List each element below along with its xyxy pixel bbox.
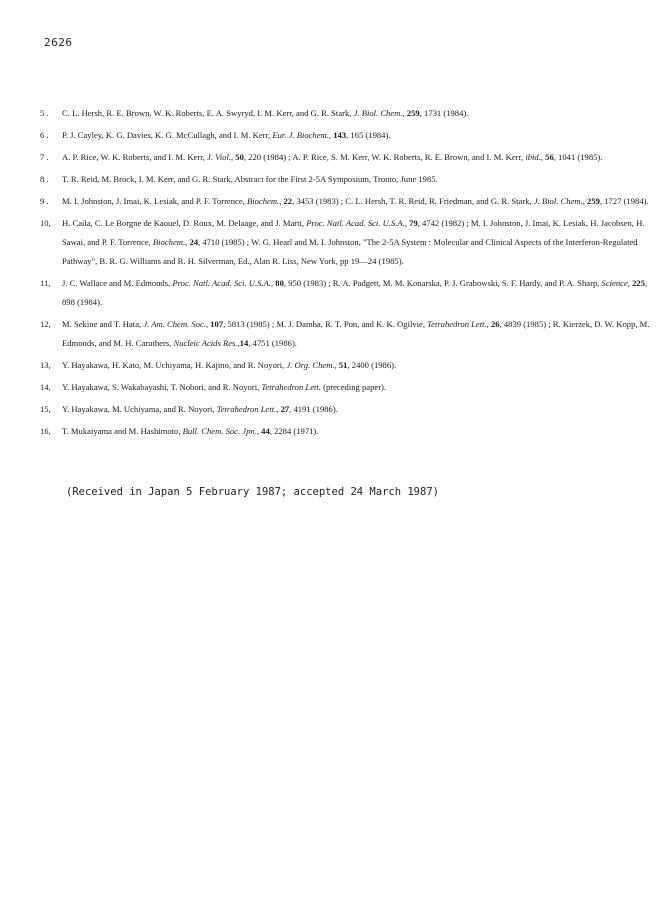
reference-text — [62, 130, 391, 140]
reference-segment: , 2400 (1986). — [347, 360, 397, 370]
reference-segment: C. L. Hersh, R. E. Brown, W. K. Roberts, E. A. Swyryd, I. M. Kerr, and G. R. Stark, — [62, 108, 354, 118]
journal-name: J. Org. Chem. — [286, 360, 335, 370]
journal-name: Eur. J. Biochem. — [272, 130, 329, 140]
volume-number: 50 — [235, 152, 244, 162]
reference-segment: , 1041 (1985). — [553, 152, 603, 162]
reference-segment: , — [230, 152, 236, 162]
journal-name: Tetrahedron Lett. — [216, 404, 277, 414]
journal-name: J. Am. Chem. Soc. — [143, 319, 206, 329]
reference-item — [40, 148, 660, 167]
reference-number: 12, — [40, 319, 51, 329]
reference-number: 13, — [40, 360, 51, 370]
reference-segment: , — [402, 108, 407, 118]
reference-segment: T. R. Reid, M. Brock, I. M. Kerr, and G. R. Stark, Abstract for the First 2-5A Symposium, Tronto, June 1985. — [62, 174, 438, 184]
reference-segment: , — [627, 278, 633, 288]
reference-text — [62, 360, 396, 370]
volume-number: 80 — [275, 278, 284, 288]
reference-segment: , 3453 (1983) ; C. L. Hersh, T. R. Reid, R. Friedman, and G. R. Stark, — [292, 196, 534, 206]
reference-item — [40, 274, 660, 312]
reference-number: 11, — [40, 278, 51, 288]
reference-number: 10, — [40, 218, 51, 228]
volume-number: 259 — [406, 108, 420, 118]
reference-segment: T. Mukaiyama and M. Hashimoto, — [62, 426, 183, 436]
reference-segment: J. C. Wallace and M. Edmonds, — [62, 278, 173, 288]
reference-segment: , — [486, 319, 491, 329]
reference-text — [62, 174, 438, 184]
journal-name: Proc. Natl. Acad. Sci. U.S.A. — [306, 218, 405, 228]
reference-segment: , — [334, 360, 339, 370]
reference-item — [40, 214, 660, 271]
reference-number: 8 . — [40, 174, 49, 184]
journal-name: Bull. Chem. Soc. Jpn. — [182, 426, 257, 436]
volume-number: 14 — [239, 338, 249, 348]
volume-number: 24 — [189, 237, 199, 247]
reference-segment: , — [270, 278, 276, 288]
volume-number: 56 — [545, 152, 554, 162]
reference-number: 7 . — [40, 152, 49, 162]
journal-name: J. Biol. Chem. — [353, 108, 403, 118]
page-number: 2626 — [44, 36, 73, 49]
reference-text — [62, 404, 338, 414]
journal-name: Biochem. — [152, 237, 186, 247]
reference-segment: , 165 (1984). — [346, 130, 391, 140]
volume-number: 225 — [632, 278, 645, 288]
reference-segment: , 4742 (1982) ; M. I. Johnston, J. Imai, K. Lesiak, H. Jacobsen, H. Sawai, and P. F. Torrence, — [62, 218, 645, 247]
journal-name: Biochem. — [246, 196, 280, 206]
reference-item — [40, 422, 660, 441]
reference-segment: M. Sekine and T. Hata, — [62, 319, 144, 329]
reference-segment: , 4751 (1986). — [248, 338, 297, 348]
reference-number: 14, — [40, 382, 51, 392]
reference-segment: , — [328, 130, 334, 140]
reference-list — [40, 104, 660, 444]
reference-text — [62, 278, 647, 307]
reference-number: 15, — [40, 404, 51, 414]
reference-text — [62, 152, 602, 162]
volume-number: 259 — [587, 196, 600, 206]
reference-item — [40, 378, 660, 397]
reference-segment: Y. Hayakawa, S. Wakabayashi, T. Nobori, and R. Noyori, — [62, 382, 262, 392]
reference-item — [40, 104, 660, 123]
reference-text — [62, 382, 386, 392]
reference-segment: Y. Hayakawa, H. Kato, M. Uchiyama, H. Kajino, and R. Noyori, — [62, 360, 287, 370]
reference-segment: , — [256, 426, 262, 436]
volume-number: 79 — [409, 218, 418, 228]
reference-segment: , 4191 (1986). — [289, 404, 338, 414]
reference-segment: , 2284 (1971). — [269, 426, 319, 436]
volume-number: 26 — [490, 319, 500, 329]
reference-text — [62, 196, 649, 206]
reference-number: 9 . — [40, 196, 49, 206]
reference-segment: H. Caila, C. Le Borgne de Kaouel, D. Roux, M. Delaage, and J. Marti, — [62, 218, 307, 228]
reference-segment: , — [205, 319, 211, 329]
reference-segment: , — [279, 196, 284, 206]
reference-segment: M. I. Johnston, J. Imai, K. Lesiak, and P. F. Torrence, — [62, 196, 247, 206]
volume-number: 44 — [261, 426, 270, 436]
journal-name: Tetrahedron Lett. — [261, 382, 321, 392]
journal-name: J. Viol. — [207, 152, 231, 162]
reference-item — [40, 126, 660, 145]
reference-segment: , — [185, 237, 190, 247]
volume-number: 143 — [333, 130, 347, 140]
reference-text — [62, 426, 318, 436]
reference-text — [62, 108, 468, 118]
reference-item — [40, 170, 660, 189]
reference-segment: , — [276, 404, 281, 414]
reference-text — [62, 319, 649, 348]
volume-number: 107 — [210, 319, 224, 329]
received-date-note: (Received in Japan 5 February 1987; accepted 24 March 1987) — [66, 486, 439, 498]
journal-name: J. Biol. Chem. — [533, 196, 583, 206]
reference-segment: , 950 (1983) ; R. A. Padgett, M. M. Konarska, P. J. Grabowski, S. F. Hardy, and P. A. Sharp, — [283, 278, 602, 288]
reference-segment: , 1727 (1984). — [599, 196, 649, 206]
reference-item — [40, 315, 660, 353]
reference-segment: , 898 (1984). — [62, 278, 648, 307]
reference-segment: , 4710 (1985) ; W. G. Hearl and M. I. Johnston, "The 2-5A System : Molecular and Clinical Aspects of the Interferon-Regulated Pathway", B. R. G. Williams and R. H. Silverman, Ed., Alan R. Liss, New York, pp 19—24 (1985). — [62, 237, 638, 266]
journal-name: Nucleic Acids Res. — [173, 338, 238, 348]
reference-segment: , — [404, 218, 410, 228]
volume-number: 22 — [283, 196, 293, 206]
reference-segment: , 4839 (1985) ; R. Kierzek, D. W. Kopp, M. Edmonds, and M. H. Caruthers, — [62, 319, 650, 348]
volume-number: 51 — [338, 360, 348, 370]
reference-segment: , — [582, 196, 588, 206]
reference-segment: , 5813 (1985) ; M. J. Damha, R. T. Pon, and K. K. Ogilvie, — [223, 319, 428, 329]
reference-item — [40, 192, 660, 211]
journal-name: ibid. — [525, 152, 541, 162]
journal-name: Proc. Natl. Acad. Sci. U.S.A. — [172, 278, 271, 288]
journal-name: Tetrahedron Lett. — [427, 319, 487, 329]
reference-segment: Y. Hayakawa, M. Uchiyama, and R. Noyori, — [62, 404, 217, 414]
reference-item — [40, 400, 660, 419]
reference-number: 5 . — [40, 108, 49, 118]
reference-segment: , — [237, 338, 240, 348]
reference-number: 6 . — [40, 130, 49, 140]
reference-segment: , 1731 (1984). — [419, 108, 469, 118]
reference-segment: P. J. Cayley, K. G. Davies, K. G. McCullagh, and I. M. Kerr, — [62, 130, 273, 140]
reference-number: 16, — [40, 426, 51, 436]
reference-segment: , 220 (1984) ; A. P. Rice, S. M. Kerr, W. K. Roberts, R. E. Brown, and I. M. Kerr, — [243, 152, 526, 162]
reference-segment: , — [540, 152, 546, 162]
journal-name: Science — [601, 278, 628, 288]
reference-segment: (preceding paper). — [320, 382, 387, 392]
reference-segment: A. P. Rice, W. K. Roberts, and I. M. Kerr, — [62, 152, 208, 162]
volume-number: 27 — [280, 404, 290, 414]
reference-item — [40, 356, 660, 375]
reference-text — [62, 218, 644, 266]
